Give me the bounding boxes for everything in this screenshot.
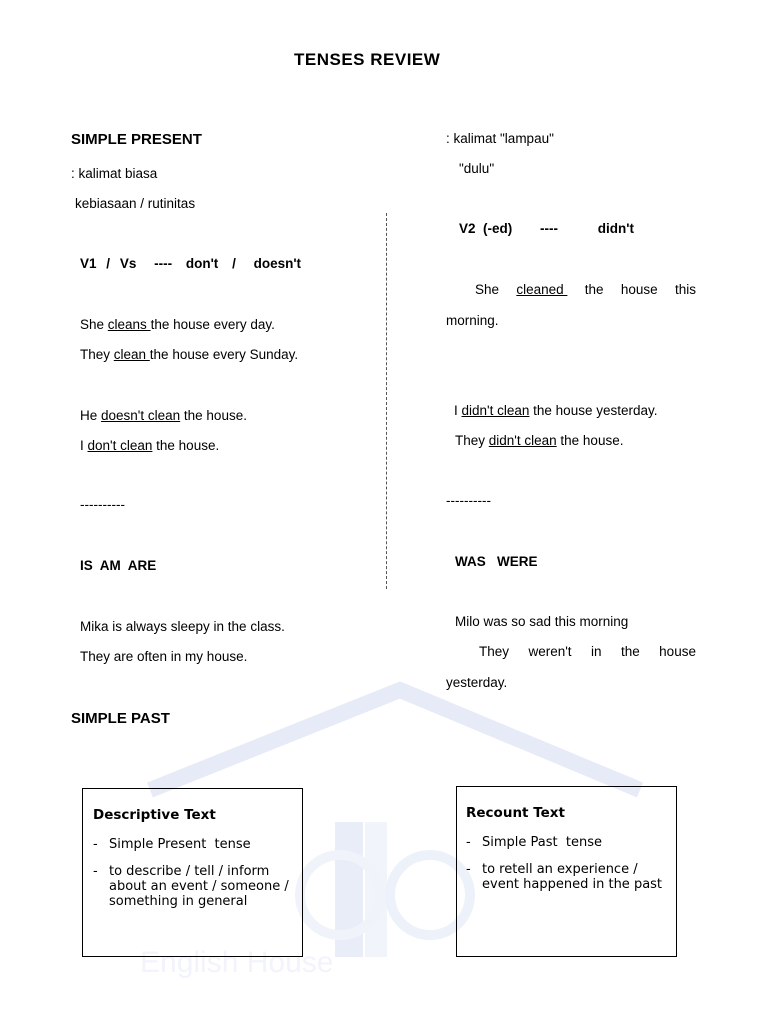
past-example-5: They weren't in the house (479, 644, 696, 659)
past-definition-1: : kalimat "lampau" (446, 131, 554, 146)
present-example-3: He doesn't clean the house. (80, 408, 247, 423)
descriptive-item-2: - to describe / tell / inform about an event / someone / something in general (93, 864, 289, 909)
watermark-text: English House (140, 946, 334, 979)
past-example-1: She cleaned the house this (475, 282, 696, 297)
be-verbs-present: IS AM ARE (80, 558, 157, 573)
descriptive-text-box (82, 788, 303, 957)
present-formula: V1 / Vs ---- don't / doesn't (80, 256, 302, 271)
past-definition-2: "dulu" (459, 161, 495, 176)
descriptive-item-1: - Simple Present tense (93, 837, 251, 852)
simple-past-heading: SIMPLE PAST (71, 710, 170, 727)
past-example-3: They didn't clean the house. (455, 433, 624, 448)
page-title: TENSES REVIEW (294, 50, 441, 69)
be-verbs-past: WAS WERE (455, 554, 538, 569)
past-example-4: Milo was so sad this morning (455, 614, 629, 629)
present-example-1: She cleans the house every day. (80, 317, 275, 332)
past-example-5-continued: yesterday. (446, 675, 508, 690)
past-formula: V2 (-ed) ---- didn't (459, 221, 634, 236)
simple-present-heading: SIMPLE PRESENT (71, 131, 202, 148)
recount-text-box (456, 786, 677, 957)
past-example-2: I didn't clean the house yesterday. (454, 403, 658, 418)
present-example-5: Mika is always sleepy in the class. (80, 619, 285, 634)
present-definition-1: : kalimat biasa (71, 166, 158, 181)
left-separator: ---------- (80, 497, 125, 512)
present-example-6: They are often in my house. (80, 649, 248, 664)
descriptive-text-title: Descriptive Text (93, 807, 216, 823)
column-divider (386, 213, 387, 589)
present-example-2: They clean the house every Sunday. (80, 347, 299, 362)
present-definition-2: kebiasaan / rutinitas (75, 196, 196, 211)
recount-item-1: - Simple Past tense (466, 835, 602, 850)
recount-text-title: Recount Text (466, 805, 565, 821)
present-example-4: I don't clean the house. (80, 438, 220, 453)
right-separator: ---------- (446, 493, 491, 508)
recount-item-2: - to retell an experience / event happened in the past (466, 862, 663, 892)
past-example-1-continued: morning. (446, 313, 499, 328)
